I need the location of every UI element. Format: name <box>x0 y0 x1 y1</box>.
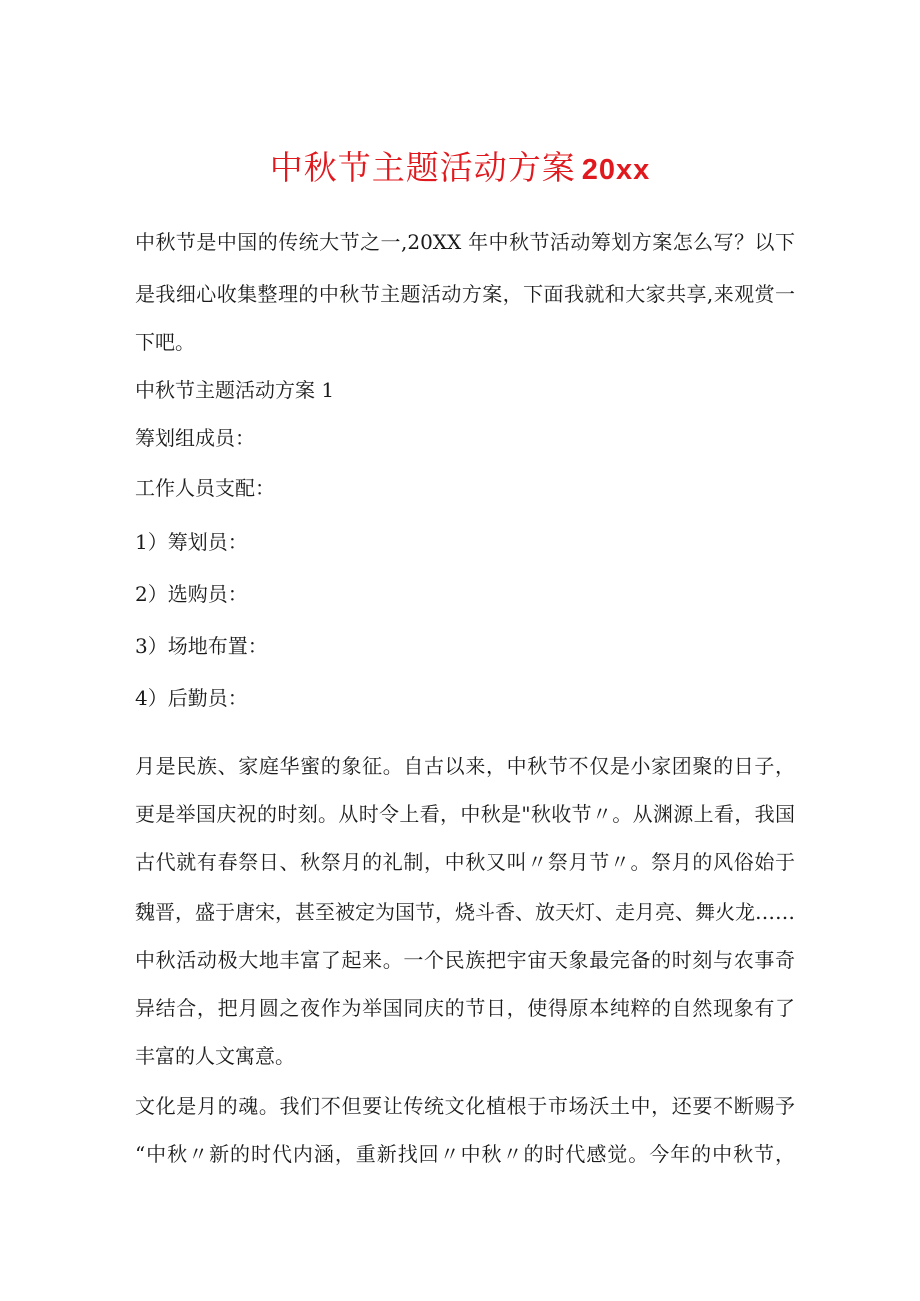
paragraph-line: 丰富的人文寓意。 <box>135 1044 295 1068</box>
staff-arrangement-label: 工作人员支配： <box>135 476 275 500</box>
role-item: 2）选购员： <box>135 582 248 606</box>
paragraph-line: 古代就有春祭日、秋祭月的礼制，中秋又叫〃祭月节〃。祭月的风俗始于 <box>135 850 795 874</box>
role-item: 1）筹划员： <box>135 530 248 554</box>
paragraph-line: 更是举国庆祝的时刻。从时令上看，中秋是"秋收节〃。从渊源上看，我国 <box>135 802 795 826</box>
role-item: 3）场地布置： <box>135 634 268 658</box>
title-text: 中秋节主题活动方案 <box>269 148 576 187</box>
section-heading: 中秋节主题活动方案 1 <box>135 378 335 402</box>
planning-members-label: 筹划组成员： <box>135 426 255 450</box>
intro-line: 是我细心收集整理的中秋节主题活动方案，下面我就和大家共享,来观赏一 <box>135 282 795 306</box>
role-item: 4）后勤员： <box>135 686 248 710</box>
paragraph-line: 异结合，把月圆之夜作为举国同庆的节日，使得原本纯粹的自然现象有了 <box>135 996 795 1020</box>
paragraph-line: 魏晋，盛于唐宋，甚至被定为国节，烧斗香、放天灯、走月亮、舞火龙…… <box>135 900 795 924</box>
document-title <box>0 146 920 192</box>
paragraph-line: “中秋〃新的时代内涵，重新找回〃中秋〃的时代感觉。今年的中秋节， <box>135 1142 795 1166</box>
paragraph-line: 月是民族、家庭华蜜的象征。自古以来，中秋节不仅是小家团聚的日子， <box>135 754 795 778</box>
intro-line: 中秋节是中国的传统大节之一,20XX 年中秋节活动筹划方案怎么写？以下 <box>135 230 795 254</box>
title-year: 20xx <box>581 154 651 186</box>
paragraph-line: 中秋活动极大地丰富了起来。一个民族把宇宙天象最完备的时刻与农事奇 <box>135 948 795 972</box>
intro-line: 下吧。 <box>135 330 195 354</box>
paragraph-line: 文化是月的魂。我们不但要让传统文化植根于市场沃土中，还要不断赐予 <box>135 1094 795 1118</box>
